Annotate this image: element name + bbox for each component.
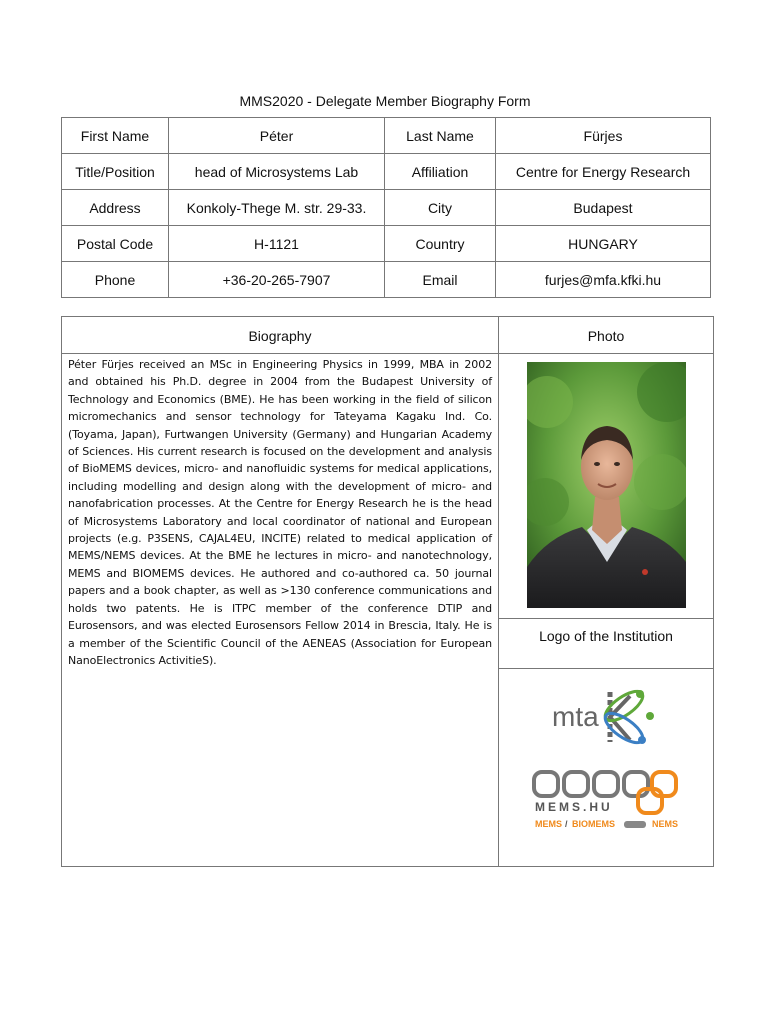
form-title: MMS2020 - Delegate Member Biography Form [239, 93, 531, 109]
mta-ek-logo [552, 682, 662, 757]
first-name-value: Péter [169, 118, 385, 154]
table-row [62, 226, 711, 262]
mems-sub-mems: MEMS [535, 819, 562, 829]
title-label: Title/Position [62, 154, 169, 190]
biography-header: Biography [248, 328, 312, 344]
affiliation-label: Affiliation [385, 154, 496, 190]
table-row [62, 262, 711, 298]
mems-sub-separator: / [565, 819, 568, 829]
biography-section [61, 316, 714, 867]
mems-sub-biomems: BIOMEMS [572, 819, 616, 829]
table-row [62, 154, 711, 190]
biography-text: Péter Fürjes received an MSc in Engineering Physics in 1999, MBA in 2002 and obtained his Ph.D. degree in 2004 from the Budapest University of Technology and Economics (BME). He has been working in the field of silicon micromechanics and sensor technology for Tateyama Kagaku Ind. Co. (Toyama, Japan), Furtwangen University (Germany) and Hungarian Academy of Sciences. His current research is focused on the development and analysis of BioMEMS devices, micro- and nanofluidic systems for medical applications, including modelling and design along with the development of micro- and nanofabrication processes. At the Centre for Energy Research he is the head of Microsystems Laboratory and local coordinator of national and European projects (e.g. P3SENS, CAJAL4EU, INCITE) related to medical application of MEMS/NEMS devices. At the BME he lectures in micro- and nanotechnology, MEMS and BIOMEMS devices. He authored and co-authored ca. 50 journal papers and a book chapter, as well as >130 conference communications and holds two patents. He is ITPC member of the conference DTIP and Eurosensors, and was elected Eurosensors Fellow 2014 in Brescia, Italy. He is a member of the Scientific Council of the AENEAS (Association for European NanoElectronics ActivitieS). [68, 358, 492, 667]
email-label: Email [385, 262, 496, 298]
phone-value: +36-20-265-7907 [169, 262, 385, 298]
city-value: Budapest [496, 190, 711, 226]
country-label: Country [385, 226, 496, 262]
last-name-label: Last Name [385, 118, 496, 154]
address-label: Address [62, 190, 169, 226]
address-value: Konkoly-Thege M. str. 29-33. [169, 190, 385, 226]
phone-label: Phone [62, 262, 169, 298]
mems-logo-text: MEMS.HU [535, 800, 613, 814]
delegate-details-table [61, 117, 711, 298]
email-value: furjes@mfa.kfki.hu [496, 262, 711, 298]
photo-divider [498, 618, 713, 619]
title-value: head of Microsystems Lab [169, 154, 385, 190]
logo-header-divider [498, 668, 713, 669]
postal-code-value: H-1121 [169, 226, 385, 262]
logo-header: Logo of the Institution [539, 628, 673, 644]
mta-logo-text: mta [552, 701, 599, 732]
affiliation-value: Centre for Energy Research [496, 154, 711, 190]
last-name-value: Fürjes [496, 118, 711, 154]
column-divider [498, 317, 499, 866]
city-label: City [385, 190, 496, 226]
postal-code-label: Postal Code [62, 226, 169, 262]
header-divider [62, 353, 713, 354]
table-row [62, 190, 711, 226]
table-row [62, 118, 711, 154]
mems-sub-nems: NEMS [652, 819, 679, 829]
photo-header: Photo [587, 328, 625, 344]
portrait-photo [527, 362, 686, 608]
first-name-label: First Name [62, 118, 169, 154]
country-value: HUNGARY [496, 226, 711, 262]
mems-hu-logo [532, 769, 692, 844]
